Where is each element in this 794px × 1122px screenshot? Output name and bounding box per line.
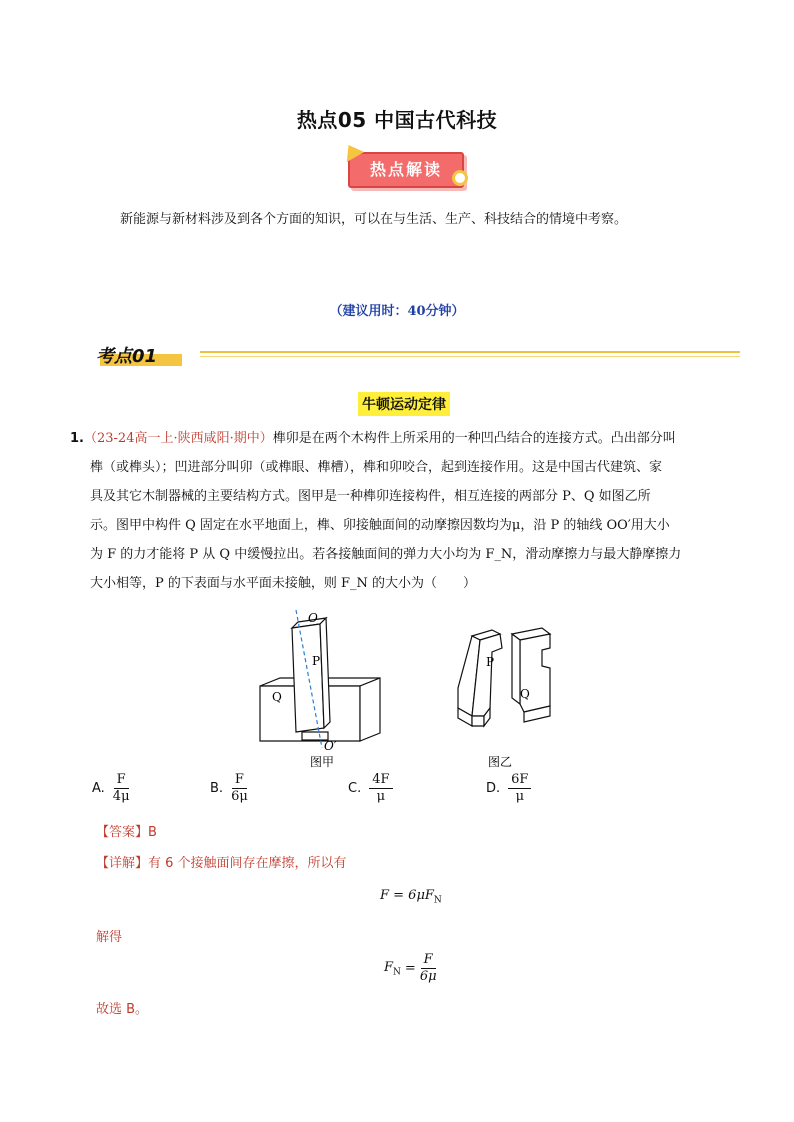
label-O: O <box>308 611 318 625</box>
figure-b <box>458 628 550 726</box>
label-Q-b: Q <box>520 687 530 701</box>
option-d-letter: D. <box>486 781 501 796</box>
option-c-letter: C. <box>348 781 362 796</box>
option-c-fraction <box>369 772 392 805</box>
option-c[interactable] <box>348 772 393 805</box>
equation-2-lhs-sub: N <box>393 967 401 978</box>
question-line-3: 具及其它木制器械的主要结构方式。图甲是一种榫卯连接构件，相互连接的两部分 P、Q 如图乙所 <box>90 489 651 504</box>
option-b-fraction <box>231 772 248 805</box>
equation-1 <box>380 888 442 906</box>
option-b-letter: B. <box>210 781 224 796</box>
badge-label: 热点解读 <box>369 160 442 179</box>
option-c-den: μ <box>376 789 386 804</box>
label-P-b: P <box>486 655 495 669</box>
equation-2-fraction <box>420 952 437 985</box>
figure-a <box>260 618 380 741</box>
detail-line <box>96 852 347 871</box>
section-label-text: 考点01 <box>96 346 158 367</box>
section-label <box>96 342 184 368</box>
section-divider-thin <box>200 356 740 357</box>
label-P-a: P <box>312 654 321 668</box>
question-text-1: 榫卯是在两个木构件上所采用的一种凹凸结合的连接方式。凸出部分叫 <box>272 431 676 446</box>
time-hint: （建议用时：40分钟） <box>329 304 465 319</box>
detail-text: 有 6 个接触面间存在摩擦，所以有 <box>148 856 347 871</box>
equation-2-den: 6μ <box>419 969 437 984</box>
option-a-fraction <box>113 772 130 805</box>
question-line-1 <box>70 424 730 453</box>
equation-2-lhs <box>384 960 401 978</box>
intro-text: 新能源与新材料涉及到各个方面的知识，可以在与生活、生产、科技结合的情境中考察。 <box>120 212 628 227</box>
question-number: 1. <box>70 431 84 446</box>
solve-label: 解得 <box>96 930 123 945</box>
equation-2-lhs-F: F <box>384 959 394 975</box>
page-title: 热点05 中国古代科技 <box>296 108 498 132</box>
badge-ring-icon <box>452 170 468 186</box>
caption-a: 图甲 <box>310 755 335 768</box>
figure-svg <box>240 608 560 768</box>
mortise-tenon-figure <box>240 608 560 772</box>
conclusion: 故选 B。 <box>96 1002 149 1017</box>
option-a-num: F <box>114 772 129 789</box>
equation-2-equals: = <box>404 961 416 976</box>
question-block <box>70 424 730 598</box>
option-a[interactable] <box>92 772 130 805</box>
detail-label: 【详解】 <box>96 856 149 871</box>
label-O-prime: O′ <box>324 739 337 753</box>
option-d-fraction <box>508 772 531 805</box>
option-c-num: 4F <box>369 772 392 789</box>
equation-2-num: F <box>421 952 436 969</box>
equation-1-sub: N <box>433 895 442 906</box>
option-d-num: 6F <box>508 772 531 789</box>
question-line-4: 示。图甲中构件 Q 固定在水平地面上，榫、卯接触面间的动摩擦因数均为μ，沿 P 的轴线 OO′用大小 <box>90 518 670 533</box>
option-a-den: 4μ <box>112 789 130 804</box>
caption-b: 图乙 <box>488 755 513 768</box>
label-Q-a: Q <box>272 690 282 704</box>
topic-heading: 牛顿运动定律 <box>358 392 450 416</box>
option-a-letter: A. <box>92 781 105 796</box>
option-d-den: μ <box>515 789 525 804</box>
question-line-6: 大小相等，P 的下表面与水平面未接触，则 F_N 的大小为（ ） <box>90 576 477 591</box>
equation-2 <box>384 952 437 985</box>
option-b[interactable] <box>210 772 248 805</box>
section-divider <box>200 351 740 353</box>
question-source: （23-24高一上·陕西咸阳·期中） <box>83 431 273 446</box>
hotspot-badge <box>344 148 468 188</box>
question-line-5: 为 F 的力才能将 P 从 Q 中缓慢拉出。若各接触面间的弹力大小均为 F_N，滑动摩擦力与最大静摩擦力 <box>90 547 682 562</box>
answer-label: 【答案】B <box>96 825 157 840</box>
option-d[interactable] <box>486 772 531 805</box>
option-b-num: F <box>232 772 247 789</box>
question-line-2: 榫（或榫头）；凹进部分叫卯（或榫眼、榫槽），榫和卯咬合，起到连接作用。这是中国古代建筑、家 <box>90 460 663 475</box>
equation-1-main: F = 6μF <box>380 888 434 903</box>
option-b-den: 6μ <box>231 789 248 804</box>
